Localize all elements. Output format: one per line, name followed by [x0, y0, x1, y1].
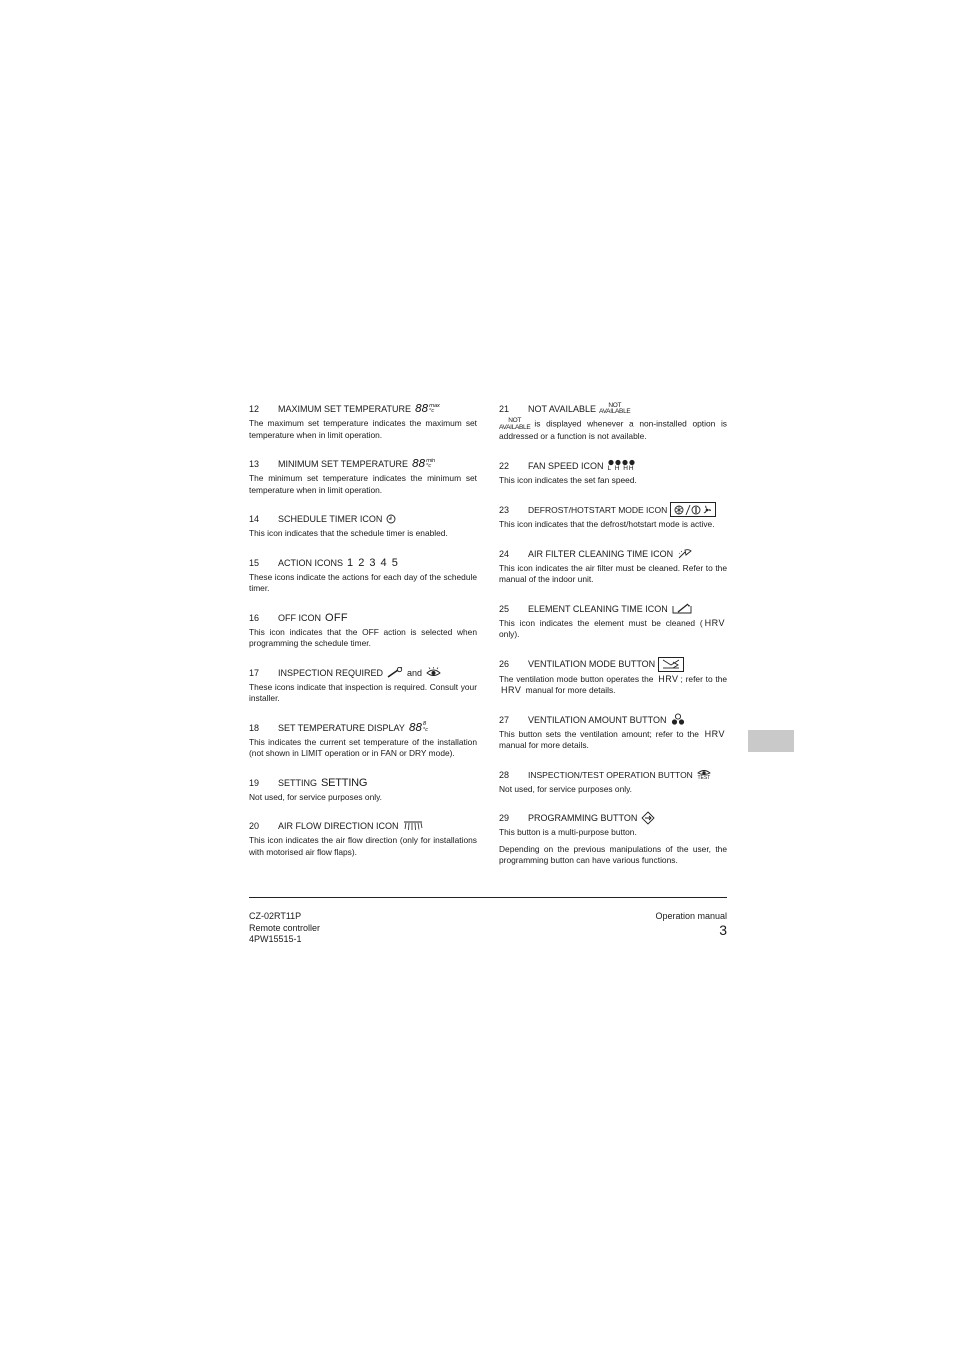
- model-number: CZ-02RT11P: [249, 911, 302, 921]
- item-22: [499, 459, 727, 487]
- item-number: 23: [499, 504, 510, 515]
- item-number: 18: [249, 722, 260, 733]
- item-title: FAN SPEED ICON: [528, 460, 604, 471]
- action-digits-icon: 1 2 3 4 5: [347, 556, 399, 569]
- item-description: This icon indicates that the schedule timer is enabled.: [249, 528, 448, 538]
- item-title: MAXIMUM SET TEMPERATURE: [278, 404, 412, 414]
- item-description: This indicates the current set temperature of the installation (not shown in LIMIT operation or in FAN or DRY mode).: [249, 736, 477, 758]
- fan-speed-icon: L H HH: [608, 459, 638, 472]
- item-number: 27: [499, 714, 510, 725]
- hrv-label: HRV: [704, 728, 725, 739]
- item-title: AIR FILTER CLEANING TIME ICON: [528, 548, 674, 559]
- item-number: 14: [249, 514, 260, 524]
- item-description: This button sets the ventilation amount; refer to the HRV manual for more details.: [499, 728, 725, 750]
- item-title: INSPECTION REQUIRED: [278, 667, 384, 678]
- item-16: [249, 611, 477, 650]
- and-label: and: [407, 667, 423, 678]
- not-available-icon: NOT AVAILABLE: [599, 401, 631, 415]
- filter-cleaning-icon: [677, 548, 693, 559]
- item-number: 21: [499, 404, 510, 414]
- item-number: 24: [499, 548, 510, 559]
- item-number: 25: [499, 603, 510, 614]
- item-title: AIR FLOW DIRECTION ICON: [278, 821, 399, 831]
- off-icon: OFF: [325, 611, 348, 624]
- product-name: Remote controller: [249, 922, 321, 933]
- document-code: 4PW15515-1: [249, 934, 302, 944]
- not-available-inline-icon: NOT AVAILABLE: [499, 417, 531, 431]
- item-description: This icon indicates that the defrost/hotstart mode is active.: [499, 519, 715, 529]
- clock-icon: [386, 514, 396, 524]
- item-29: [499, 811, 727, 867]
- element-cleaning-icon: [672, 603, 692, 614]
- item-title: NOT AVAILABLE: [528, 404, 597, 414]
- inspection-test-icon: TEST: [697, 768, 711, 781]
- defrost-hotstart-icon: [670, 502, 716, 517]
- item-25: [499, 602, 727, 641]
- item-number: 12: [249, 404, 260, 414]
- hrv-label: HRV: [501, 685, 522, 695]
- programming-diamond-icon: [641, 811, 655, 825]
- item-number: 20: [249, 821, 260, 831]
- item-description: Not used, for service purposes only.: [249, 791, 382, 802]
- set-temp-lcd-icon: 88 8 °c: [408, 720, 428, 734]
- hrv-label: HRV: [658, 673, 679, 684]
- item-15: [249, 556, 477, 595]
- item-28: [499, 768, 727, 796]
- left-column: [249, 402, 477, 874]
- item-description: This icon indicates the air flow direction (only for installations with motorised air flow flaps).: [249, 835, 477, 857]
- footer-right: [560, 911, 727, 937]
- item-description: The ventilation mode button operates the HRV ; refer to the HRV manual for more details.: [499, 673, 728, 695]
- item-title: VENTILATION MODE BUTTON: [528, 659, 656, 669]
- item-title: VENTILATION AMOUNT BUTTON: [528, 714, 667, 725]
- document-type: Operation manual: [655, 911, 727, 921]
- hrv-label: HRV: [704, 617, 725, 628]
- wrench-icon: [387, 667, 403, 678]
- footer-left: [249, 911, 320, 946]
- item-title: OFF ICON: [278, 612, 321, 623]
- ventilation-amount-icon: [671, 713, 685, 726]
- ventilation-mode-icon: [658, 657, 684, 672]
- item-13: [249, 457, 477, 496]
- right-column: [499, 402, 727, 883]
- item-title: ELEMENT CLEANING TIME ICON: [528, 603, 668, 614]
- min-temp-lcd-icon: 88 min °c: [412, 457, 435, 470]
- item-20: [249, 819, 477, 858]
- item-description: The minimum set temperature indicates the minimum set temperature when in limit operation.: [249, 473, 477, 495]
- item-21: [499, 402, 727, 443]
- item-title: SET TEMPERATURE DISPLAY: [278, 722, 405, 733]
- item-description: This icon indicates that the OFF action is selected when programming the schedule timer.: [249, 626, 477, 648]
- item-23: [499, 502, 727, 531]
- item-number: 29: [499, 813, 510, 823]
- item-description: This button is a multi-purpose button.: [499, 827, 637, 837]
- item-number: 22: [499, 460, 510, 471]
- max-temp-lcd-icon: 88 max °c: [415, 402, 440, 415]
- item-14: [249, 512, 477, 540]
- item-number: 19: [249, 777, 260, 788]
- item-title: INSPECTION/TEST OPERATION BUTTON: [528, 769, 693, 780]
- item-27: [499, 713, 727, 752]
- page-number: 3: [719, 921, 727, 938]
- item-24: [499, 547, 727, 586]
- item-description: This icon indicates the element must be cleaned ( HRV only).: [499, 617, 725, 639]
- air-flow-swing-icon: [403, 821, 423, 831]
- item-title: MINIMUM SET TEMPERATURE: [278, 459, 409, 469]
- item-title: SETTING: [278, 777, 318, 788]
- item-17: [249, 666, 477, 705]
- item-number: 26: [499, 659, 510, 669]
- item-description: This icon indicates the air filter must be cleaned. Refer to the manual of the indoor unit.: [499, 562, 727, 584]
- item-19: [249, 776, 477, 804]
- item-26: [499, 657, 727, 697]
- item-number: 15: [249, 557, 260, 568]
- item-description: These icons indicate that inspection is required. Consult your installer.: [249, 681, 477, 703]
- item-12: [249, 402, 477, 441]
- item-description: NOT AVAILABLE is displayed whenever a non-installed option is addressed or a function is not available.: [499, 417, 727, 441]
- item-title: PROGRAMMING BUTTON: [528, 813, 638, 823]
- item-description-2: Depending on the previous manipulations of the user, the programming button can have various functions.: [499, 843, 727, 865]
- item-description: This icon indicates the set fan speed.: [499, 474, 637, 485]
- eye-icon: [426, 667, 441, 678]
- setting-icon: SETTING: [321, 776, 368, 789]
- section-tab-marker: [748, 730, 794, 752]
- item-description: These icons indicate the actions for each day of the schedule timer.: [249, 571, 477, 593]
- item-number: 13: [249, 459, 260, 469]
- item-number: 16: [249, 612, 260, 623]
- item-number: 17: [249, 667, 260, 678]
- item-description: The maximum set temperature indicates the maximum set temperature when in limit operation.: [249, 418, 477, 440]
- item-title: SCHEDULE TIMER ICON: [278, 514, 383, 524]
- item-number: 28: [499, 769, 510, 780]
- footer-divider: [249, 897, 727, 898]
- item-title: ACTION ICONS: [278, 557, 344, 568]
- item-18: [249, 721, 477, 760]
- item-title: DEFROST/HOTSTART MODE ICON: [528, 504, 668, 515]
- item-description: Not used, for service purposes only.: [499, 783, 632, 794]
